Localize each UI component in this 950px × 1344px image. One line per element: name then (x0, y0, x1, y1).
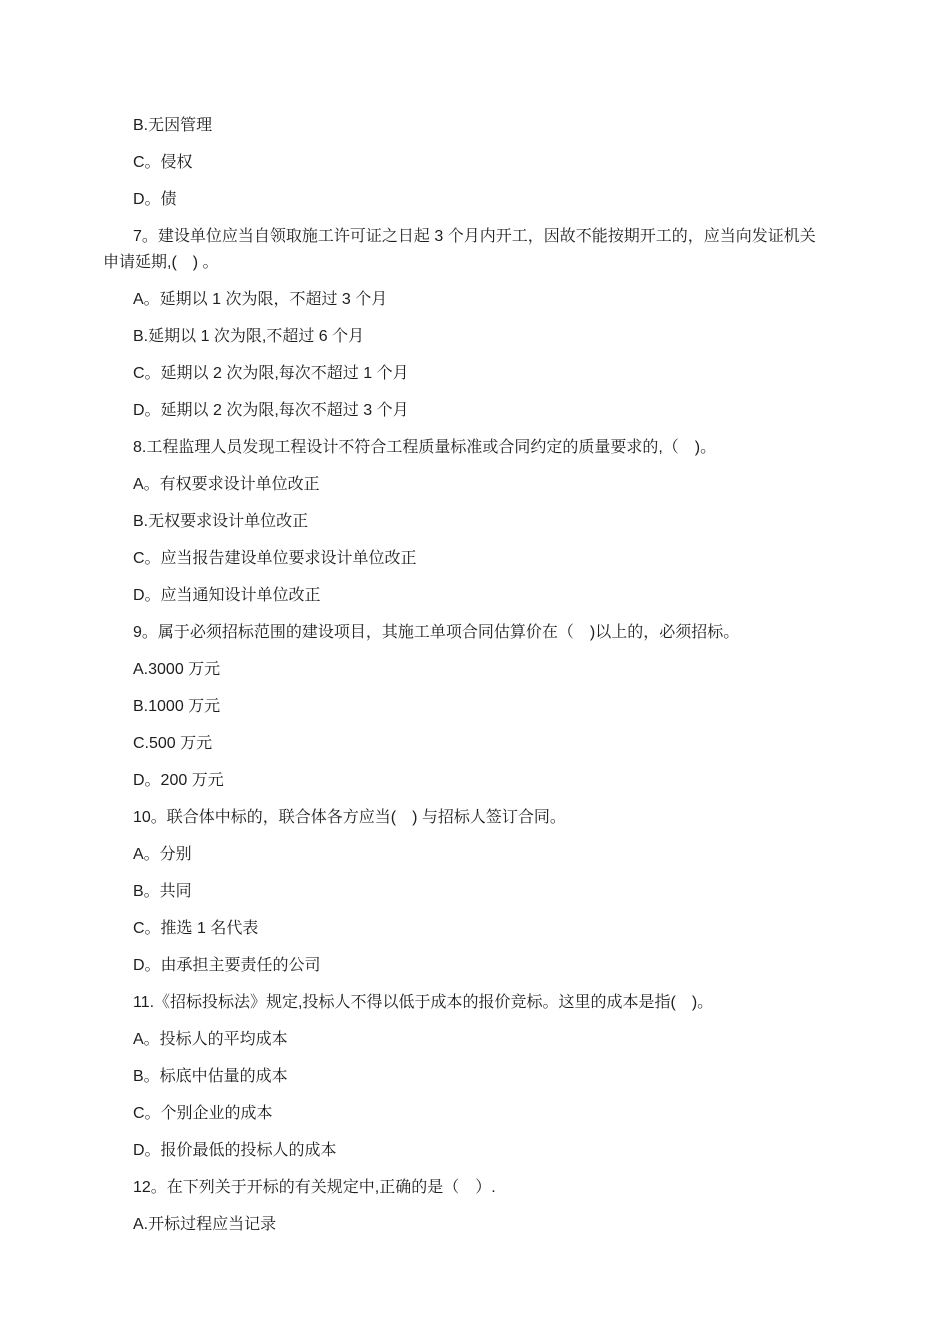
question-stem (103, 620, 895, 646)
text-line: C。应当报告建设单位要求设计单位改正 (133, 550, 417, 567)
option-line (103, 731, 895, 757)
text-line: B.延期以 1 次为限,不超过 6 个月 (133, 328, 365, 345)
text-line: A.开标过程应当记录 (133, 1216, 277, 1233)
text-line: D。200 万元 (133, 772, 224, 789)
text-line: D。延期以 2 次为限,每次不超过 3 个月 (133, 402, 409, 419)
option-line (103, 187, 895, 213)
option-line (103, 287, 895, 313)
option-line (103, 324, 895, 350)
text-line: A。分别 (133, 846, 192, 863)
text-line: A。有权要求设计单位改正 (133, 476, 320, 493)
option-line (103, 1212, 895, 1238)
text-line: 9。属于必须招标范围的建设项目，其施工单项合同估算价在（ )以上的，必须招标。 (133, 624, 740, 641)
option-line (103, 509, 895, 535)
text-line: A。延期以 1 次为限，不超过 3 个月 (133, 291, 388, 308)
text-line: A.3000 万元 (133, 661, 221, 678)
text-line: C。侵权 (133, 154, 193, 171)
text-line: 10。联合体中标的，联合体各方应当( ) 与招标人签订合同。 (133, 809, 566, 826)
text-line: D。应当通知设计单位改正 (133, 587, 321, 604)
text-line: D。由承担主要责任的公司 (133, 957, 321, 974)
option-line (103, 953, 895, 979)
text-line: C。延期以 2 次为限,每次不超过 1 个月 (133, 365, 409, 382)
text-line: 11.《招标投标法》规定,投标人不得以低于成本的报价竞标。这里的成本是指( )。 (133, 994, 714, 1011)
option-line (103, 361, 895, 387)
text-line: B.无因管理 (133, 117, 213, 134)
option-line (103, 546, 895, 572)
text-line: D。报价最低的投标人的成本 (133, 1142, 337, 1159)
option-line (103, 694, 895, 720)
question-stem (103, 435, 895, 461)
question-stem (103, 805, 895, 831)
text-line: A。投标人的平均成本 (133, 1031, 288, 1048)
option-line (103, 657, 895, 683)
option-line (103, 1138, 895, 1164)
option-line (103, 150, 895, 176)
option-line (103, 472, 895, 498)
text-line: 12。在下列关于开标的有关规定中,正确的是（ ）. (133, 1179, 496, 1196)
option-line (103, 113, 895, 139)
option-line (103, 1101, 895, 1127)
text-line: B。标底中估量的成本 (133, 1068, 288, 1085)
option-line (103, 398, 895, 424)
text-line: B。共同 (133, 883, 192, 900)
text-line: C。个别企业的成本 (133, 1105, 273, 1122)
option-line (103, 1064, 895, 1090)
text-line: C。推选 1 名代表 (133, 920, 259, 937)
question-stem (103, 224, 895, 276)
text-line: C.500 万元 (133, 735, 213, 752)
option-line (103, 583, 895, 609)
option-line (103, 879, 895, 905)
option-line (103, 842, 895, 868)
option-line (103, 1027, 895, 1053)
option-line (103, 768, 895, 794)
question-stem (103, 990, 895, 1016)
question-stem (103, 1175, 895, 1201)
text-line: D。债 (133, 191, 177, 208)
text-line: 8.工程监理人员发现工程设计不符合工程质量标准或合同约定的质量要求的,（ )。 (133, 439, 717, 456)
text-line: B.无权要求设计单位改正 (133, 513, 309, 530)
text-line: 7。建设单位应当自领取施工许可证之日起 3 个月内开工，因故不能按期开工的，应当向发证机关 (133, 228, 816, 245)
option-line (103, 916, 895, 942)
text-line: B.1000 万元 (133, 698, 221, 715)
text-line: 申请延期,( ) 。 (103, 254, 219, 271)
